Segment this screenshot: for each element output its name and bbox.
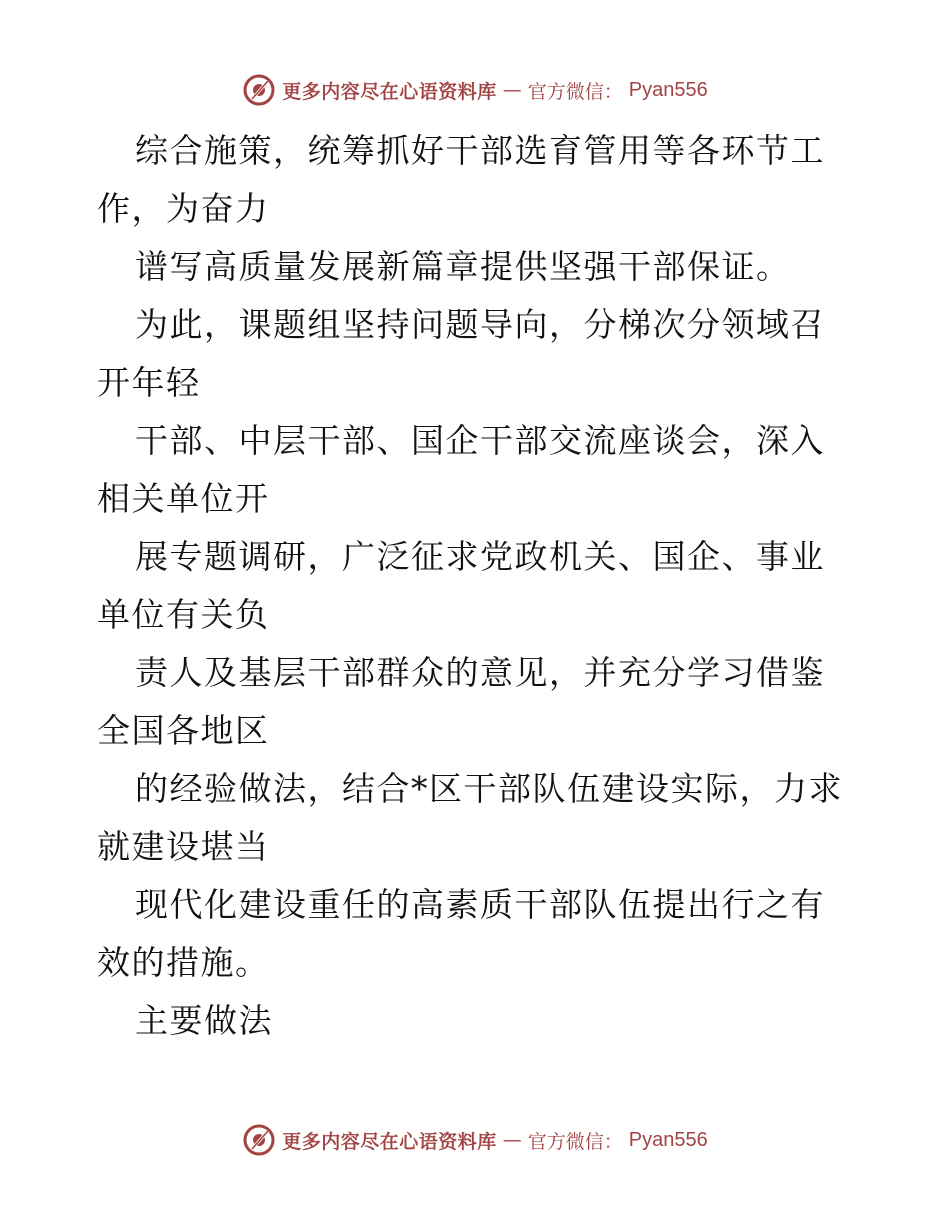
paragraph: 的经验做法，结合*区干部队伍建设实际，力求就建设堪当 [97,769,843,866]
paragraph: 责人及基层干部群众的意见，并充分学习借鉴全国各地区 [97,653,825,750]
brand-logo-icon [242,73,276,107]
brand-logo-icon [242,1123,276,1157]
section-heading: 主要做法 [135,1001,273,1040]
paragraph: 展专题调研，广泛征求党政机关、国企、事业单位有关负 [97,537,825,634]
paragraph: 现代化建设重任的高素质干部队伍提出行之有效的措施。 [97,885,825,982]
header-watermark [0,70,950,110]
paragraph: 综合施策，统筹抓好干部选育管用等各环节工作，为奋力 [97,131,825,228]
paragraph: 为此，课题组坚持问题导向，分梯次分领域召开年轻 [97,305,825,402]
watermark-wechat-id: Pyan556 [628,78,708,101]
watermark-dash: — [502,79,522,101]
paragraph: 谱写高质量发展新篇章提供坚强干部保证。 [135,247,791,286]
body-text [97,122,857,1050]
footer-watermark [0,1120,950,1160]
watermark-label: 官方微信： [527,80,623,103]
watermark-site-text: 更多内容尽在心语资料库 [282,80,497,103]
paragraph: 干部、中层干部、国企干部交流座谈会，深入相关单位开 [97,421,825,518]
watermark-dash: — [502,1129,522,1151]
watermark-label: 官方微信： [527,1130,623,1153]
watermark-wechat-id: Pyan556 [628,1128,708,1151]
watermark-site-text: 更多内容尽在心语资料库 [282,1130,497,1153]
